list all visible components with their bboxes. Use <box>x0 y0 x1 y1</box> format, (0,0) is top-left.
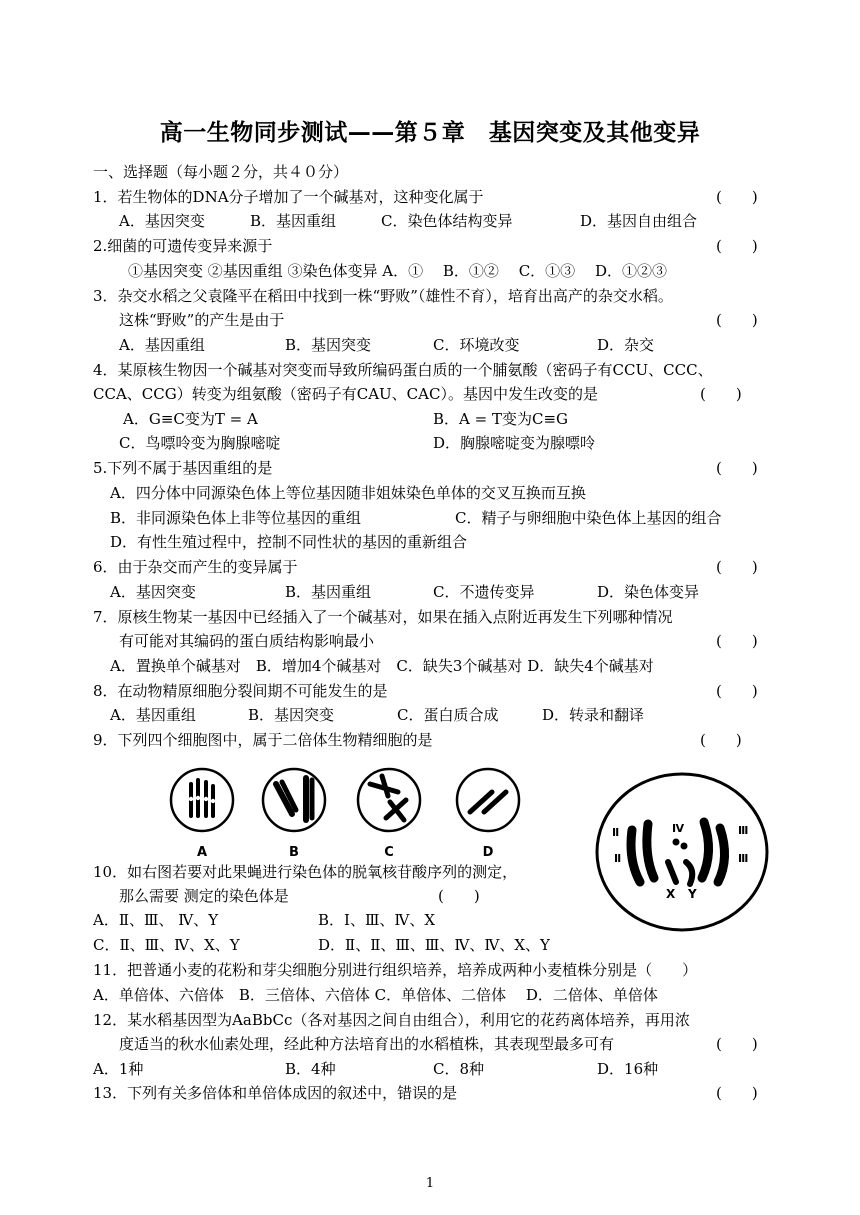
q7-stem-line1: 7．原核生物某一基因中已经插入了一个碱基对，如果在插入点附近再发生下列哪种情况 <box>93 608 673 626</box>
answer-blank: ( ) <box>716 1084 758 1102</box>
chromosome-label-ii: Ⅱ <box>614 852 622 865</box>
q8-option-d: D．转录和翻译 <box>542 706 645 724</box>
cell-label-d: D <box>482 845 494 858</box>
q9-cell-diagrams <box>160 762 530 858</box>
q1-option-a: A．基因突变 <box>119 212 205 230</box>
answer-blank: ( ) <box>716 311 758 329</box>
q5-option-c: C．精子与卵细胞中染色体上基因的组合 <box>455 509 722 527</box>
q2-options: ①基因突变 ②基因重组 ③染色体变异 A．① B．①② C．①③ D．①②③ <box>128 262 667 280</box>
q3-option-a: A．基因重组 <box>119 336 205 354</box>
q8-option-b: B．基因突变 <box>248 706 335 724</box>
q7-stem-line2: 有可能对其编码的蛋白质结构影响最小 <box>119 632 375 650</box>
cell-label-c: C <box>384 845 394 858</box>
page-number: 1 <box>425 1176 435 1191</box>
answer-blank: ( ) <box>716 188 758 206</box>
q4-option-c: C．鸟嘌呤变为胸腺嘧啶 <box>119 434 281 452</box>
q3-option-c: C．环境改变 <box>433 336 520 354</box>
q4-stem-line1: 4．某原核生物因一个碱基对突变而导致所编码蛋白质的一个脯氨酸（密码子有CCU、CCC、 <box>93 361 713 379</box>
answer-blank: ( ) <box>716 237 758 255</box>
q2-stem: 2.细菌的可遗传变异来源于 <box>93 237 273 255</box>
q6-option-d: D．染色体变异 <box>597 583 700 601</box>
answer-blank: ( ) <box>716 459 758 477</box>
q6-option-a: A．基因突变 <box>110 583 196 601</box>
q6-option-b: B．基因重组 <box>285 583 372 601</box>
cell-d-diagram <box>457 769 519 831</box>
answer-blank: ( ) <box>716 558 758 576</box>
q5-option-d: D．有性生殖过程中，控制不同性状的基因的重新组合 <box>110 533 468 551</box>
q1-option-d: D．基因自由组合 <box>580 212 698 230</box>
chromosome-label-iii: Ⅲ <box>738 852 749 865</box>
q10-option-b: B．Ⅰ、Ⅲ、Ⅳ、X <box>318 911 436 929</box>
section-heading: 一、选择题（每小题２分，共４０分） <box>93 163 349 181</box>
q10-option-a: A．Ⅱ、Ⅲ、 Ⅳ、Y <box>93 911 219 929</box>
chromosome-label-iv: Ⅳ <box>672 822 685 835</box>
cell-a-diagram <box>171 769 233 831</box>
q1-option-b: B．基因重组 <box>250 212 337 230</box>
q11-stem: 11．把普通小麦的花粉和芽尖细胞分别进行组织培养，培养成两种小麦植株分别是（ ） <box>93 961 698 979</box>
q12-option-b: B．4种 <box>285 1060 336 1078</box>
q3-option-b: B．基因突变 <box>285 336 372 354</box>
chromosome-label-ii: Ⅱ <box>612 826 620 839</box>
q3-stem-line1: 3．杂交水稻之父袁隆平在稻田中找到一株“野败”（雄性不育），培育出高产的杂交水稻。 <box>93 287 673 305</box>
q4-option-a: A．G≡C变为T = A <box>123 410 258 428</box>
answer-blank: ( ) <box>716 682 758 700</box>
answer-blank: ( ) <box>700 385 742 403</box>
q3-stem-line2: 这株“野败”的产生是由于 <box>119 311 285 329</box>
q12-option-a: A．1种 <box>93 1060 144 1078</box>
q7-options: A．置换单个碱基对 B．增加4个碱基对 C．缺失3个碱基对 D．缺失4个碱基对 <box>110 657 654 675</box>
fruit-fly-karyotype-diagram <box>592 770 772 938</box>
answer-blank: ( ) <box>438 887 480 905</box>
q4-option-b: B．A = T变为C≡G <box>433 410 568 428</box>
q5-stem: 5.下列不属于基因重组的是 <box>93 459 273 477</box>
q12-stem-line2: 度适当的秋水仙素处理，经此种方法培育出的水稻植株，其表现型最多可有 <box>119 1035 615 1053</box>
q1-stem: 1．若生物体的DNA分子增加了一个碱基对，这种变化属于 <box>93 188 484 206</box>
q13-stem: 13．下列有关多倍体和单倍体成因的叙述中，错误的是 <box>93 1084 458 1102</box>
q5-option-a: A．四分体中同源染色体上等位基因随非姐妹染色单体的交叉互换而互换 <box>110 484 586 502</box>
q10-option-c: C．Ⅱ、Ⅲ、Ⅳ、X、Y <box>93 936 240 954</box>
q10-stem-line1: 10．如右图若要对此果蝇进行染色体的脱氧核苷酸序列的测定， <box>93 863 518 881</box>
page-title: 高一生物同步测试——第５章 基因突变及其他变异 <box>159 120 701 146</box>
q8-stem: 8．在动物精原细胞分裂间期不可能发生的是 <box>93 682 388 700</box>
chromosome-label-x: X <box>666 887 676 901</box>
answer-blank: ( ) <box>716 632 758 650</box>
q12-option-d: D．16种 <box>597 1060 659 1078</box>
q8-option-c: C．蛋白质合成 <box>397 706 499 724</box>
q1-option-c: C．染色体结构变异 <box>381 212 513 230</box>
cell-label-b: B <box>289 845 299 858</box>
q6-stem: 6．由于杂交而产生的变异属于 <box>93 558 298 576</box>
q4-stem-line2: CCA、CCG）转变为组氨酸（密码子有CAU、CAC）。基因中发生改变的是 <box>93 385 598 403</box>
cell-b-diagram <box>263 769 325 831</box>
answer-blank: ( ) <box>700 731 742 749</box>
answer-blank: ( ) <box>716 1035 758 1053</box>
q12-option-c: C．8种 <box>433 1060 485 1078</box>
q3-option-d: D．杂交 <box>597 336 655 354</box>
q8-option-a: A．基因重组 <box>110 706 196 724</box>
q5-option-b: B．非同源染色体上非等位基因的重组 <box>110 509 362 527</box>
q6-option-c: C．不遗传变异 <box>433 583 535 601</box>
chromosome-label-y: Y <box>688 887 697 901</box>
cell-c-diagram <box>358 769 420 831</box>
chromosome-label-iii: Ⅲ <box>738 824 749 837</box>
q10-stem-line2: 那么需要 测定的染色体是 <box>119 887 289 905</box>
q11-options: A．单倍体、六倍体 B．三倍体、六倍体 C．单倍体、二倍体 D．二倍体、单倍体 <box>93 986 658 1004</box>
cell-label-a: A <box>196 845 208 858</box>
q9-stem: 9．下列四个细胞图中，属于二倍体生物精细胞的是 <box>93 731 433 749</box>
q4-option-d: D．胸腺嘧啶变为腺嘌呤 <box>433 434 596 452</box>
q10-option-d: D．Ⅱ、Ⅱ、Ⅲ、Ⅲ、Ⅳ、Ⅳ、X、Y <box>318 936 550 954</box>
q12-stem-line1: 12．某水稻基因型为AaBbCc（各对基因之间自由组合），利用它的花药离体培养，再用浓 <box>93 1011 690 1029</box>
